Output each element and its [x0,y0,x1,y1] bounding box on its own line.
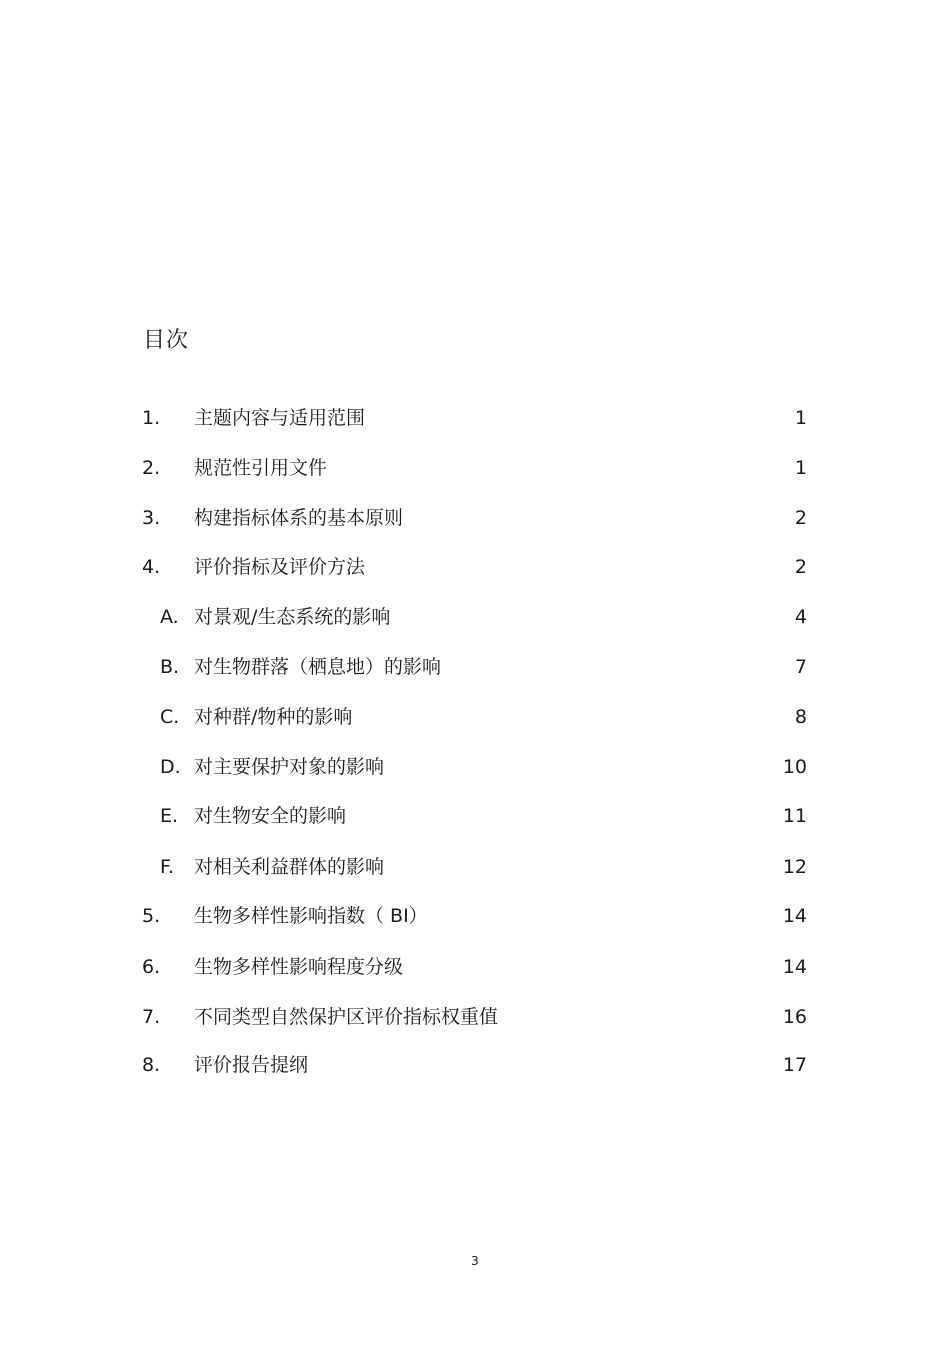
toc-entry-page: 4 [794,606,807,628]
toc-entry-text: 对生物安全的影响 [194,805,347,827]
toc-entry-number: A. [160,606,179,628]
toc-entry-number: 7. [142,1006,161,1028]
toc-entry-text: 不同类型自然保护区评价指标权重值 [194,1006,499,1028]
toc-entry-page: 1 [794,407,807,429]
toc-entry-number: 4. [142,556,161,578]
toc-entry-page: 10 [782,756,807,778]
toc-entry-text: 对相关利益群体的影响 [194,856,385,878]
toc-entry-text: 对景观/生态系统的影响 [194,606,391,628]
toc-entry-text: 主题内容与适用范围 [194,407,366,429]
toc-entry-text: 生物多样性影响程度分级 [194,956,404,978]
toc-entry[interactable] [0,503,950,533]
toc-entry[interactable] [0,1002,950,1032]
toc-entry-page: 2 [794,507,807,529]
toc-entry-page: 11 [782,805,807,827]
toc-subentry[interactable] [0,752,950,782]
toc-entry-page: 14 [782,905,807,927]
toc-entry-text: 生物多样性影响指数（ BI） [194,905,428,927]
toc-title: 目次 [143,328,190,353]
toc-entry-text: 构建指标体系的基本原则 [194,507,404,529]
toc-entry-number: C. [160,706,180,728]
toc-entry-number: 1. [142,407,161,429]
toc-entry-page: 1 [794,457,807,479]
toc-entry-text: 对生物群落（栖息地）的影响 [194,656,442,678]
toc-entry-number: 5. [142,905,161,927]
toc-entry-text: 对主要保护对象的影响 [194,756,385,778]
toc-entry-text: 对种群/物种的影响 [194,706,353,728]
toc-entry-page: 2 [794,556,807,578]
toc-subentry[interactable] [0,702,950,732]
toc-entry-number: 6. [142,956,161,978]
toc-subentry[interactable] [0,801,950,831]
toc-entry-text: 评价指标及评价方法 [194,556,366,578]
toc-entry[interactable] [0,952,950,982]
toc-entry-page: 17 [782,1054,807,1076]
toc-entry[interactable] [0,1050,950,1080]
toc-entry-text: 评价报告提纲 [194,1054,309,1076]
toc-entry-page: 8 [794,706,807,728]
toc-subentry[interactable] [0,602,950,632]
toc-entry-number: 8. [142,1054,161,1076]
toc-entry-text: 规范性引用文件 [194,457,328,479]
toc-subentry[interactable] [0,652,950,682]
toc-entry-page: 12 [782,856,807,878]
toc-entry[interactable] [0,901,950,931]
toc-subentry[interactable] [0,852,950,882]
page-number: 3 [471,1254,479,1268]
toc-entry-number: 2. [142,457,161,479]
toc-entry-page: 7 [794,656,807,678]
toc-entry[interactable] [0,552,950,582]
toc-entry-number: 3. [142,507,161,529]
toc-entry-page: 14 [782,956,807,978]
toc-entry-number: F. [160,856,174,878]
toc-entry-number: D. [160,756,181,778]
toc-entry-page: 16 [782,1006,807,1028]
toc-entry-number: E. [160,805,179,827]
toc-entry[interactable] [0,453,950,483]
toc-entry-number: B. [160,656,180,678]
toc-entry[interactable] [0,403,950,433]
